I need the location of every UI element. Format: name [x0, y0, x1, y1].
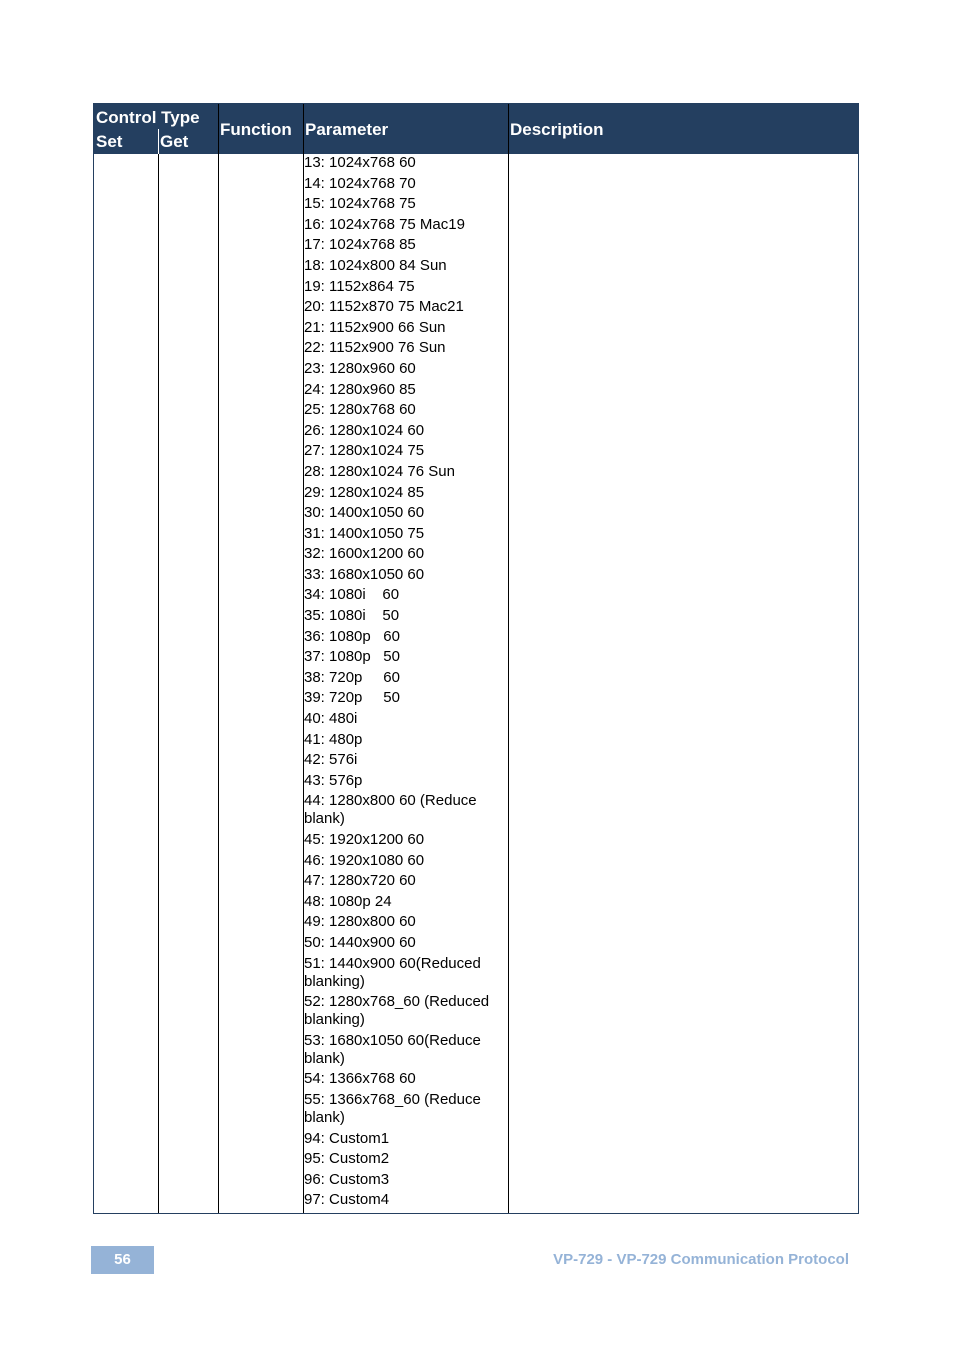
parameter-item: 14: 1024x768 70: [304, 174, 416, 192]
parameter-item: 95: Custom2: [304, 1150, 390, 1168]
parameter-item: 34: 1080i 60: [304, 586, 400, 604]
parameter-item: 97: Custom4: [304, 1191, 390, 1209]
parameter-item: 17: 1024x768 85: [304, 236, 416, 254]
header-description: Description: [510, 120, 604, 139]
parameter-item: 46: 1920x1080 60: [304, 851, 425, 869]
parameter-item: 24: 1280x960 85: [304, 380, 416, 398]
parameter-list: [304, 154, 506, 1212]
page-number: 56: [91, 1246, 154, 1274]
parameter-item: 50: 1440x900 60: [304, 933, 416, 951]
parameter-item: 32: 1600x1200 60: [304, 545, 425, 563]
header-set: Set: [96, 132, 123, 151]
parameter-item: 29: 1280x1024 85: [304, 483, 425, 501]
header-control-type: Control Type: [96, 108, 200, 127]
parameter-item: 41: 480p: [304, 730, 363, 748]
parameter-item: 22: 1152x900 76 Sun: [304, 339, 446, 357]
parameter-item: 42: 576i: [304, 751, 358, 769]
parameter-item: 54: 1366x768 60: [304, 1070, 416, 1088]
parameter-item: 37: 1080p 50: [304, 648, 400, 666]
parameter-item: 48: 1080p 24: [304, 892, 392, 910]
parameter-item: 43: 576p: [304, 771, 363, 789]
parameter-item: 25: 1280x768 60: [304, 401, 416, 419]
parameter-item: 55: 1366x768_60 (Reduce blank): [304, 1090, 485, 1126]
parameter-item: 30: 1400x1050 60: [304, 504, 425, 522]
parameter-item: 39: 720p 50: [304, 689, 400, 707]
parameter-item: 13: 1024x768 60: [304, 154, 416, 171]
header-parameter: Parameter: [305, 120, 389, 139]
parameter-item: 33: 1680x1050 60: [304, 565, 425, 583]
parameter-item: 23: 1280x960 60: [304, 359, 416, 377]
parameter-item: 15: 1024x768 75: [304, 195, 416, 213]
parameter-item: 38: 720p 60: [304, 668, 400, 686]
parameter-item: 27: 1280x1024 75: [304, 442, 425, 460]
parameter-item: 21: 1152x900 66 Sun: [304, 318, 446, 336]
command-table: [93, 103, 859, 1214]
parameter-item: 28: 1280x1024 76 Sun: [304, 462, 455, 480]
parameter-item: 20: 1152x870 75 Mac21: [304, 298, 464, 316]
parameter-item: 45: 1920x1200 60: [304, 831, 425, 848]
parameter-item: 36: 1080p 60: [304, 627, 400, 645]
parameter-item: 47: 1280x720 60: [304, 872, 416, 890]
parameter-item: 16: 1024x768 75 Mac19: [304, 215, 465, 233]
table-header: [94, 104, 858, 154]
parameter-item: 52: 1280x768_60 (Reduced blanking): [304, 993, 494, 1029]
header-divider: [158, 129, 159, 154]
parameter-item: 26: 1280x1024 60: [304, 421, 425, 439]
parameter-item: 31: 1400x1050 75: [304, 524, 425, 542]
parameter-item: 44: 1280x800 60 (Reduce blank): [304, 792, 481, 828]
parameter-item: 51: 1440x900 60(Reduced blanking): [304, 954, 485, 990]
table-body: [94, 154, 858, 1213]
parameter-item: 94: Custom1: [304, 1129, 390, 1147]
header-get: Get: [160, 132, 189, 151]
parameter-item: 96: Custom3: [304, 1170, 390, 1188]
footer-title: VP-729 - VP-729 Communication Protocol: [553, 1251, 849, 1268]
parameter-item: 35: 1080i 50: [304, 607, 400, 625]
parameter-item: 49: 1280x800 60: [304, 913, 416, 931]
header-function: Function: [220, 120, 292, 139]
parameter-item: 18: 1024x800 84 Sun: [304, 256, 447, 274]
parameter-item: 40: 480i: [304, 710, 358, 728]
parameter-item: 19: 1152x864 75: [304, 277, 415, 295]
parameter-item: 53: 1680x1050 60(Reduce blank): [304, 1031, 485, 1067]
